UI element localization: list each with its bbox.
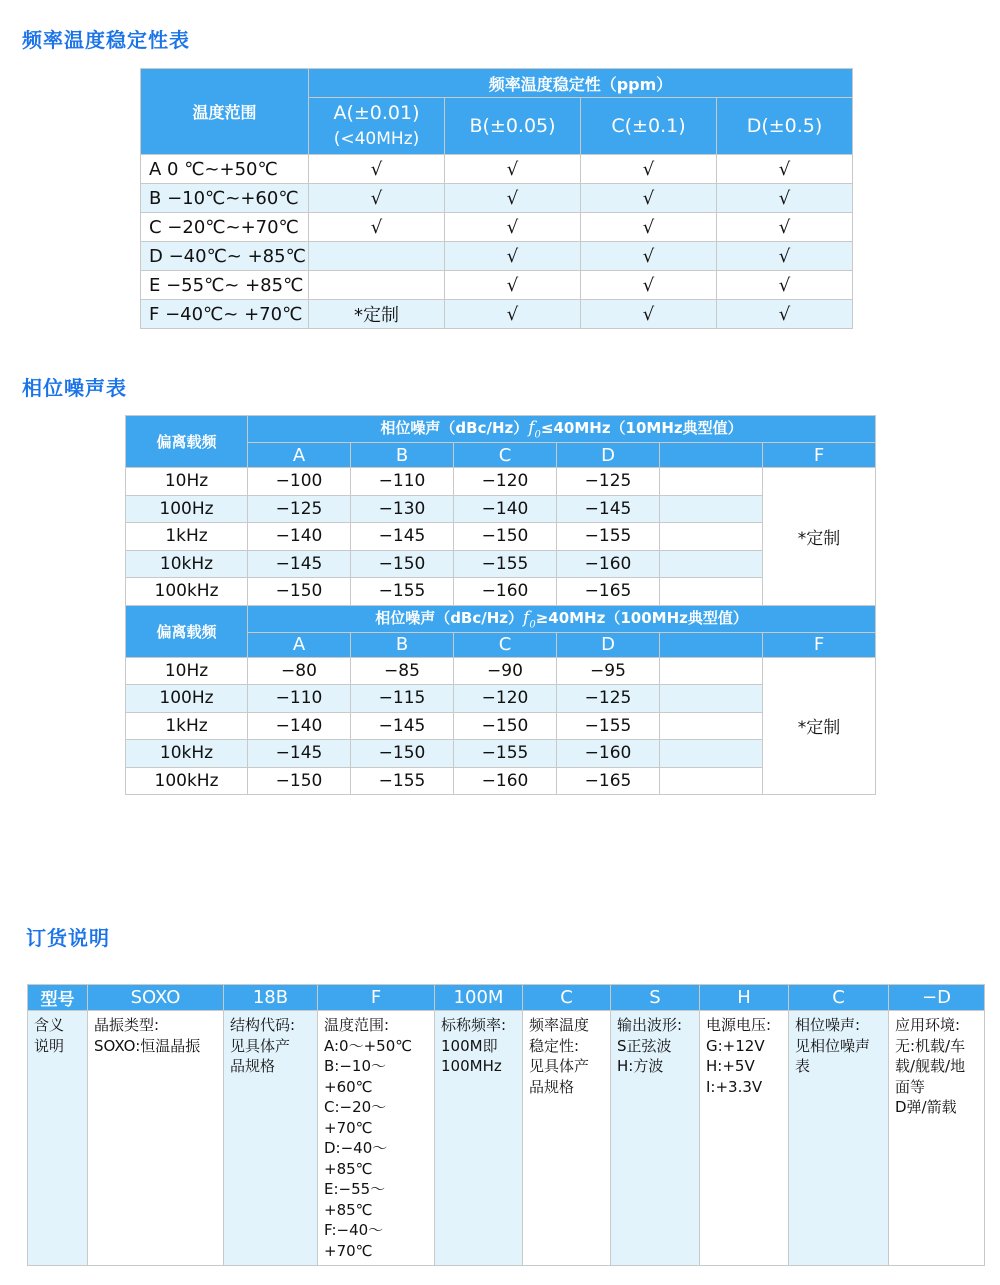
noise-value: −160 [557, 550, 660, 578]
offset-label: 100Hz [126, 495, 248, 523]
noise-value: −130 [351, 495, 454, 523]
code-cell: 100M [435, 985, 523, 1011]
noise-value: −150 [454, 523, 557, 551]
condition-label: ≥40MHz（100MHz典型值） [535, 608, 748, 627]
meaning-line: 稳定性: [529, 1036, 580, 1055]
meaning-line: 标称频率: [441, 1016, 507, 1034]
noise-value: −110 [248, 685, 351, 713]
table-cell [309, 271, 445, 300]
check-mark: √ [717, 271, 853, 300]
noise-value: −155 [454, 740, 557, 768]
blank-cell [660, 523, 763, 551]
col-header-b: B [351, 632, 454, 657]
meaning-cell [889, 1011, 985, 1266]
noise-value: −155 [557, 712, 660, 740]
check-mark: √ [717, 155, 853, 184]
noise-value: −150 [248, 578, 351, 606]
meaning-label-line: 说明 [34, 1036, 65, 1055]
noise-value: −125 [248, 495, 351, 523]
meaning-cell [435, 1011, 523, 1266]
ordering-title: 订货说明 [26, 926, 110, 950]
check-mark: √ [581, 300, 717, 329]
table-cell [309, 242, 445, 271]
meaning-cell [224, 1011, 318, 1266]
noise-value: −120 [454, 685, 557, 713]
check-mark: √ [581, 184, 717, 213]
col-header-a: A(±0.01) (<40MHz) [309, 98, 445, 155]
noise-value: −90 [454, 657, 557, 685]
blank-cell [660, 740, 763, 768]
check-mark: √ [717, 300, 853, 329]
col-header-f: F [763, 443, 876, 468]
temp-range-label: F −40℃~ +70℃ [141, 300, 309, 329]
meaning-line: 无:机载/车 [895, 1036, 966, 1055]
blank-cell [660, 767, 763, 795]
noise-value: −125 [557, 685, 660, 713]
noise-value: −95 [557, 657, 660, 685]
meaning-line: H:+5V [706, 1057, 755, 1075]
meaning-line: 输出波形: [617, 1016, 683, 1034]
meaning-line: 应用环境: [895, 1016, 961, 1034]
meaning-line: 频率温度 [529, 1016, 590, 1034]
meaning-line: SOXO:恒温晶振 [94, 1036, 201, 1055]
col-header-b: B(±0.05) [445, 98, 581, 155]
blank-cell [660, 657, 763, 685]
meaning-line: 载/舰载/地 [895, 1057, 966, 1075]
check-mark: √ [581, 242, 717, 271]
offset-header: 偏离载频 [126, 605, 248, 657]
check-mark: √ [581, 155, 717, 184]
check-mark: √ [717, 213, 853, 242]
offset-label: 1kHz [126, 523, 248, 551]
col-header-a: A [248, 632, 351, 657]
code-cell: −D [889, 985, 985, 1011]
temp-range-label: B −10℃~+60℃ [141, 184, 309, 213]
meaning-cell [88, 1011, 224, 1266]
col-header-d: D [557, 632, 660, 657]
noise-value: −160 [454, 767, 557, 795]
col-header-c: C [454, 632, 557, 657]
temp-range-label: A 0 ℃~+50℃ [141, 155, 309, 184]
freq-temp-title: 频率温度稳定性表 [22, 28, 190, 52]
noise-value: −115 [351, 685, 454, 713]
col-header-f: F [763, 632, 876, 657]
noise-value: −150 [454, 712, 557, 740]
col-header-d: D [557, 443, 660, 468]
noise-value: −80 [248, 657, 351, 685]
code-cell: SOXO [88, 985, 224, 1011]
noise-value: −140 [454, 495, 557, 523]
noise-value: −145 [351, 523, 454, 551]
f0-symbol: $f_0$ [528, 418, 541, 441]
check-mark: √ [309, 184, 445, 213]
noise-value: −145 [351, 712, 454, 740]
phase-noise-condition-header [248, 416, 876, 443]
meaning-label [28, 1011, 88, 1266]
offset-label: 100Hz [126, 685, 248, 713]
meaning-line: D弹/箭载 [895, 1098, 957, 1116]
meaning-cell [789, 1011, 889, 1266]
blank-cell [660, 550, 763, 578]
table-row [141, 242, 853, 271]
check-mark: √ [309, 213, 445, 242]
col-header-c: C [454, 443, 557, 468]
table-row [141, 271, 853, 300]
check-mark: √ [445, 271, 581, 300]
unit-label: 相位噪声（dBc/Hz） [375, 608, 524, 627]
phase-noise-table [125, 415, 876, 795]
offset-label: 100kHz [126, 767, 248, 795]
check-mark: √ [581, 213, 717, 242]
check-mark: √ [309, 155, 445, 184]
meaning-cell [318, 1011, 435, 1266]
phase-noise-condition-header [248, 605, 876, 632]
blank-cell [660, 468, 763, 496]
check-mark: √ [581, 271, 717, 300]
meaning-line: 温度范围: [324, 1016, 390, 1034]
temp-range-label: D −40℃~ +85℃ [141, 242, 309, 271]
col-header-blank [660, 632, 763, 657]
noise-value: −85 [351, 657, 454, 685]
meaning-line: 见具体产 [529, 1057, 590, 1075]
col-header-blank [660, 443, 763, 468]
noise-value: −165 [557, 767, 660, 795]
offset-label: 10Hz [126, 657, 248, 685]
noise-value: −155 [351, 767, 454, 795]
check-mark: √ [445, 242, 581, 271]
meaning-line: 见相位噪声 [795, 1036, 871, 1055]
noise-value: −120 [454, 468, 557, 496]
code-cell: C [789, 985, 889, 1011]
temp-range-header: 温度范围 [141, 69, 309, 155]
table-row [126, 468, 876, 496]
meaning-line: G:+12V [706, 1036, 765, 1055]
custom-cell: *定制 [763, 468, 876, 606]
temp-range-label: C −20℃~+70℃ [141, 213, 309, 242]
col-header-b: B [351, 443, 454, 468]
meaning-line: 品规格 [230, 1057, 276, 1075]
meaning-line: 相位噪声: [795, 1016, 861, 1034]
meaning-line: 晶振类型: [94, 1016, 160, 1034]
model-label: 型号 [28, 985, 88, 1011]
group-header-row [126, 416, 876, 443]
phase-noise-title: 相位噪声表 [22, 376, 127, 400]
check-mark: √ [717, 184, 853, 213]
noise-value: −140 [248, 523, 351, 551]
noise-value: −155 [454, 550, 557, 578]
offset-label: 1kHz [126, 712, 248, 740]
blank-cell [660, 685, 763, 713]
col-header-a: A [248, 443, 351, 468]
check-mark: √ [445, 155, 581, 184]
check-mark: √ [445, 300, 581, 329]
table-row [141, 184, 853, 213]
table-row [141, 300, 853, 329]
offset-label: 10kHz [126, 740, 248, 768]
table-row [141, 213, 853, 242]
temp-range-label: E −55℃~ +85℃ [141, 271, 309, 300]
code-cell: H [700, 985, 789, 1011]
blank-cell [660, 495, 763, 523]
freq-temp-table [140, 68, 853, 329]
noise-value: −110 [351, 468, 454, 496]
noise-value: −145 [557, 495, 660, 523]
blank-cell [660, 712, 763, 740]
meaning-line: C:−20～+70℃ [324, 1098, 387, 1137]
meaning-cell [700, 1011, 789, 1266]
noise-value: −155 [351, 578, 454, 606]
meaning-line: F:−40～+70℃ [324, 1221, 384, 1260]
meaning-line: I:+3.3V [706, 1077, 763, 1096]
ordering-table [27, 984, 985, 1266]
offset-label: 100kHz [126, 578, 248, 606]
meaning-line: 电源电压: [706, 1016, 772, 1034]
code-cell: F [318, 985, 435, 1011]
noise-value: −100 [248, 468, 351, 496]
noise-value: −150 [248, 767, 351, 795]
noise-value: −160 [557, 740, 660, 768]
meaning-line: 见具体产 [230, 1036, 291, 1055]
check-mark: √ [445, 213, 581, 242]
code-cell: 18B [224, 985, 318, 1011]
group-header-row [126, 605, 876, 632]
meaning-line: A:0～+50℃ [324, 1036, 413, 1055]
meaning-line: H:方波 [617, 1057, 664, 1075]
col-header-c: C(±0.1) [581, 98, 717, 155]
meaning-line: 100M即 [441, 1036, 498, 1055]
noise-value: −145 [248, 550, 351, 578]
offset-label: 10Hz [126, 468, 248, 496]
condition-label: ≤40MHz（10MHz典型值） [540, 419, 743, 438]
table-row [141, 155, 853, 184]
noise-value: −150 [351, 550, 454, 578]
noise-value: −145 [248, 740, 351, 768]
meaning-line: 表 [795, 1057, 811, 1075]
noise-value: −155 [557, 523, 660, 551]
meaning-cell [611, 1011, 700, 1266]
offset-label: 10kHz [126, 550, 248, 578]
unit-label: 相位噪声（dBc/Hz） [380, 419, 529, 438]
meaning-line: S正弦波 [617, 1036, 672, 1055]
meaning-line: E:−55～+85℃ [324, 1180, 386, 1219]
meaning-line: B:−10～+60℃ [324, 1057, 386, 1096]
blank-cell [660, 578, 763, 606]
meaning-line: D:−40～+85℃ [324, 1139, 388, 1178]
stability-group-header: 频率温度稳定性（ppm） [309, 69, 853, 98]
noise-value: −160 [454, 578, 557, 606]
noise-value: −150 [351, 740, 454, 768]
table-cell: *定制 [309, 300, 445, 329]
check-mark: √ [445, 184, 581, 213]
meaning-line: 结构代码: [230, 1016, 296, 1034]
meaning-line: 100MHz [441, 1057, 502, 1075]
f0-symbol: $f_0$ [523, 607, 536, 631]
code-cell: S [611, 985, 700, 1011]
noise-value: −140 [248, 712, 351, 740]
table-row [126, 657, 876, 685]
meaning-label-line: 含义 [34, 1016, 65, 1034]
meaning-line: 品规格 [529, 1077, 575, 1096]
col-header-d: D(±0.5) [717, 98, 853, 155]
code-cell: C [523, 985, 611, 1011]
custom-cell: *定制 [763, 657, 876, 795]
meaning-line: 面等 [895, 1077, 926, 1096]
noise-value: −125 [557, 468, 660, 496]
noise-value: −165 [557, 578, 660, 606]
meaning-cell [523, 1011, 611, 1266]
offset-header: 偏离载频 [126, 416, 248, 468]
check-mark: √ [717, 242, 853, 271]
